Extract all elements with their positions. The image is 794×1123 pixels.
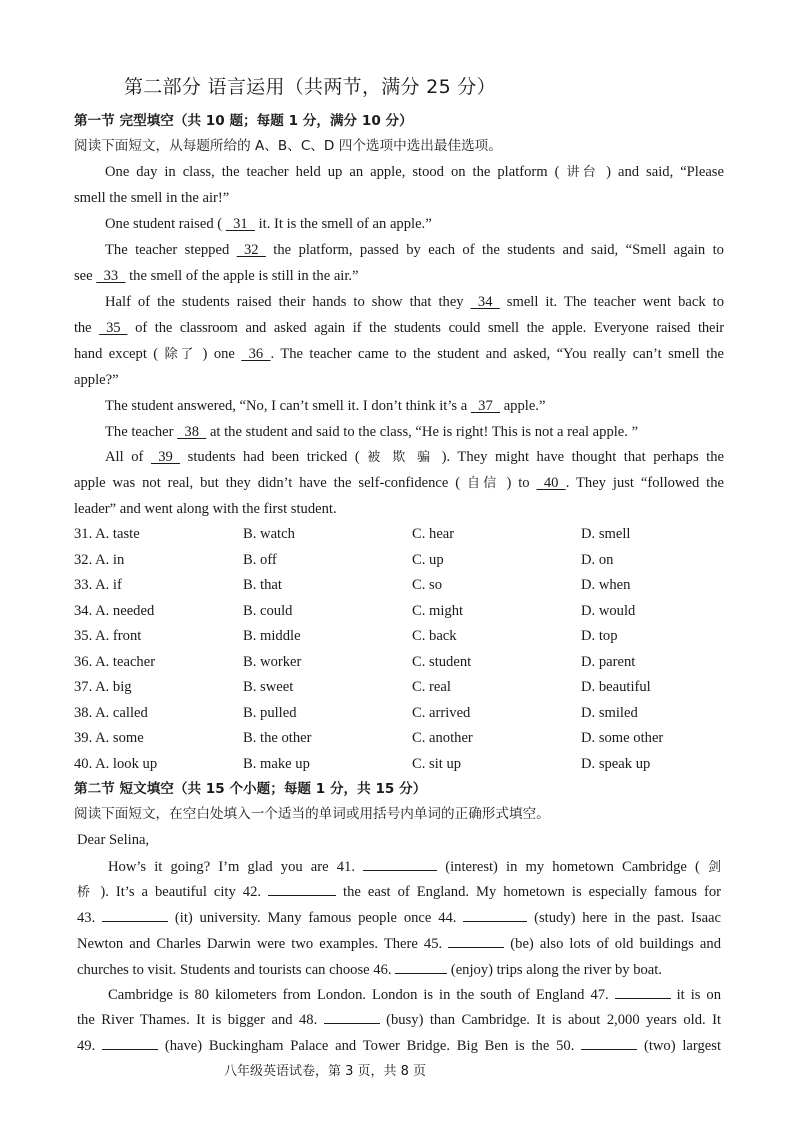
passage-line xyxy=(74,319,724,337)
text: it. It is the smell of an apple.” xyxy=(254,216,432,232)
option-row-35 xyxy=(74,628,724,648)
passage-line xyxy=(74,267,359,285)
text: Half of the students raised their hands to show that they xyxy=(105,294,471,310)
blank-34: 34 xyxy=(470,294,500,310)
option-d: D. top xyxy=(581,628,618,644)
option-text: A. big xyxy=(95,679,132,695)
question-number: 34. xyxy=(74,602,93,619)
gloss: 被 欺 骗 xyxy=(367,450,435,465)
option-b: B. make up xyxy=(243,755,310,772)
blank-37: 37 xyxy=(470,398,501,414)
blank-41 xyxy=(363,857,437,871)
text: it is on xyxy=(670,987,721,1003)
option-text: A. teacher xyxy=(95,653,156,670)
blank-47 xyxy=(615,985,671,999)
option-b: B. the other xyxy=(243,730,312,746)
section1-heading: 第一节 完型填空（共 10 题；每题 1 分，满分 10 分） xyxy=(74,113,413,129)
option-row-40 xyxy=(74,756,724,776)
passage-line xyxy=(105,293,724,311)
passage-line xyxy=(105,163,724,182)
passage-line xyxy=(74,474,724,493)
text: One day in class, the teacher held up an apple, stood on the platform ( xyxy=(105,164,567,180)
text: of the classroom and asked again if the students could smell the apple. Everyone raised their xyxy=(127,320,724,336)
blank-32: 32 xyxy=(236,242,266,258)
blank-40: 40 xyxy=(536,475,566,491)
option-d: D. when xyxy=(581,577,631,593)
text: see xyxy=(74,268,97,284)
option-d: D. speak up xyxy=(581,755,651,772)
option-b: B. pulled xyxy=(243,704,297,721)
text: (have) Buckingham Palace and Tower Bridge. Big Ben is the 50. xyxy=(158,1038,582,1054)
passage-line xyxy=(105,448,724,467)
gloss: 自信 xyxy=(467,476,500,491)
passage-line xyxy=(77,934,721,953)
option-text: A. if xyxy=(95,577,122,593)
option-a xyxy=(74,628,141,645)
passage-line xyxy=(74,345,724,364)
letter-greeting: Dear Selina, xyxy=(77,832,150,848)
option-c: C. might xyxy=(412,602,464,619)
option-b: B. sweet xyxy=(243,679,294,695)
gloss: 讲台 xyxy=(566,165,600,180)
option-text: A. some xyxy=(95,730,144,746)
section2-instruction: 阅读下面短文，在空白处填入一个适当的单词或用括号内单词的正确形式填空。 xyxy=(74,806,550,822)
option-c: C. real xyxy=(412,679,451,695)
question-number: 33. xyxy=(74,577,93,593)
text: . The teacher came to the student and asked, “You really can’t smell the xyxy=(270,346,724,362)
option-b: B. that xyxy=(243,577,282,593)
question-number: 35. xyxy=(74,628,93,644)
question-number: 36. xyxy=(74,653,93,670)
text: One student raised ( xyxy=(105,216,226,232)
passage-line: smell the smell in the air!” xyxy=(74,190,230,206)
text: 43. xyxy=(77,910,103,926)
text: the platform, passed by each of the students and said, “Smell again to xyxy=(265,242,724,258)
question-number: 32. xyxy=(74,551,93,568)
passage-line xyxy=(108,985,721,1004)
option-c: C. sit up xyxy=(412,755,462,772)
text: (enjoy) trips along the river by boat. xyxy=(447,962,662,978)
passage-line xyxy=(77,1010,721,1029)
passage-line: leader” and went along with the first student. xyxy=(74,501,337,517)
option-row-36 xyxy=(74,654,724,674)
option-a xyxy=(74,756,157,773)
option-row-39 xyxy=(74,730,724,750)
gloss: 剑 xyxy=(708,860,722,875)
blank-43 xyxy=(102,908,168,922)
blank-45 xyxy=(448,934,504,948)
blank-33: 33 xyxy=(96,268,126,284)
text: the east of England. My hometown is especially famous for xyxy=(336,884,721,900)
gloss: 桥 xyxy=(77,885,94,900)
text: (study) here in the past. Isaac xyxy=(527,910,721,926)
text: apple was not real, but they didn’t have the self-confidence ( xyxy=(74,475,468,491)
passage-line xyxy=(105,397,545,415)
option-a xyxy=(74,705,148,722)
question-number: 37. xyxy=(74,679,93,695)
passage-line xyxy=(77,882,721,902)
option-a xyxy=(74,577,122,594)
option-d: D. on xyxy=(581,551,614,568)
option-d: D. smell xyxy=(581,526,631,542)
text: ) one xyxy=(196,346,242,362)
question-number: 40. xyxy=(74,755,93,772)
text: the River Thames. It is bigger and 48. xyxy=(77,1012,324,1028)
text: All of xyxy=(105,449,151,465)
question-number: 39. xyxy=(74,730,93,746)
option-c: C. back xyxy=(412,628,457,644)
blank-50 xyxy=(581,1036,637,1050)
option-c: C. up xyxy=(412,551,444,568)
option-a xyxy=(74,654,155,671)
option-c: C. so xyxy=(412,577,443,593)
option-d: D. smiled xyxy=(581,704,638,721)
option-c: C. student xyxy=(412,653,472,670)
option-b: B. watch xyxy=(243,526,295,542)
text: (busy) than Cambridge. It is about 2,000 years old. It xyxy=(379,1012,722,1028)
option-row-34 xyxy=(74,603,724,623)
section2-heading: 第二节 短文填空（共 15 个小题；每题 1 分，共 15 分） xyxy=(74,781,427,797)
text: (be) also lots of old buildings and xyxy=(504,936,721,952)
option-a xyxy=(74,730,144,747)
passage-line xyxy=(105,423,638,441)
text: (interest) in my hometown Cambridge ( xyxy=(437,859,708,875)
option-b: B. worker xyxy=(243,653,302,670)
passage-line xyxy=(105,215,432,233)
passage-line xyxy=(105,241,724,259)
option-d: D. beautiful xyxy=(581,679,651,695)
text: Cambridge is 80 kilometers from London. London is in the south of England 47. xyxy=(108,987,615,1003)
text: the xyxy=(74,320,100,336)
option-row-31 xyxy=(74,526,724,546)
blank-39: 39 xyxy=(150,449,181,465)
passage-line: apple?” xyxy=(74,372,119,388)
option-d: D. some other xyxy=(581,730,664,746)
text: hand except ( xyxy=(74,346,165,362)
text: the smell of the apple is still in the air.” xyxy=(125,268,359,284)
option-d: D. would xyxy=(581,602,636,619)
text: . They just “followed the xyxy=(565,475,724,491)
option-c: C. another xyxy=(412,730,473,746)
option-d: D. parent xyxy=(581,653,636,670)
option-text: A. taste xyxy=(95,526,140,542)
text: 49. xyxy=(77,1038,103,1054)
part-title: 第二部分 语言运用（共两节，满分 25 分） xyxy=(124,76,496,98)
option-text: A. front xyxy=(95,628,142,644)
question-number: 31. xyxy=(74,526,93,542)
text: ). They might have thought that perhaps the xyxy=(434,449,725,465)
text: at the student and said to the class, “He is right! This is not a real apple. ” xyxy=(206,424,639,440)
text: The teacher xyxy=(105,424,178,440)
text: students had been tricked ( xyxy=(180,449,368,465)
option-a xyxy=(74,603,154,620)
text: Newton and Charles Darwin were two examples. There 45. xyxy=(77,936,449,952)
text: smell it. The teacher went back to xyxy=(499,294,724,310)
blank-44 xyxy=(463,908,527,922)
option-c: C. arrived xyxy=(412,704,471,721)
text: (two) largest xyxy=(637,1038,722,1054)
passage-line xyxy=(77,960,662,979)
text: The teacher stepped xyxy=(105,242,237,258)
blank-42 xyxy=(268,882,336,896)
blank-49 xyxy=(102,1036,158,1050)
option-row-37 xyxy=(74,679,724,699)
option-a xyxy=(74,679,132,696)
passage-line xyxy=(77,908,721,927)
option-a xyxy=(74,552,124,569)
option-c: C. hear xyxy=(412,526,455,542)
question-number: 38. xyxy=(74,704,93,721)
blank-35: 35 xyxy=(99,320,128,336)
text: churches to visit. Students and tourists can choose 46. xyxy=(77,962,396,978)
blank-46 xyxy=(395,960,447,974)
text: The student answered, “No, I can’t smell it. I don’t think it’s a xyxy=(105,398,471,414)
option-a xyxy=(74,526,140,543)
section1-instruction: 阅读下面短文，从每题所给的 A、B、C、D 四个选项中选出最佳选项。 xyxy=(74,138,502,154)
blank-48 xyxy=(324,1010,380,1024)
option-text: A. called xyxy=(95,704,148,721)
option-b: B. could xyxy=(243,602,293,619)
option-b: B. off xyxy=(243,551,277,568)
option-text: A. look up xyxy=(95,755,158,772)
blank-36: 36 xyxy=(241,346,271,362)
page-footer: 八年级英语试卷，第 3 页，共 8 页 xyxy=(223,1064,427,1079)
blank-38: 38 xyxy=(177,424,207,440)
text: apple.” xyxy=(500,398,546,414)
option-row-38 xyxy=(74,705,724,725)
passage-line xyxy=(108,857,721,877)
text: (it) university. Many famous people once 44. xyxy=(168,910,464,926)
gloss: 除了 xyxy=(164,347,197,362)
text: ) to xyxy=(499,475,537,491)
option-row-32 xyxy=(74,552,724,572)
text: How’s it going? I’m glad you are 41. xyxy=(108,859,364,875)
text: ). It’s a beautiful city 42. xyxy=(93,884,269,900)
blank-31: 31 xyxy=(225,216,255,232)
option-text: A. in xyxy=(95,551,125,568)
passage-line xyxy=(77,1036,721,1055)
text: ) and said, “Please xyxy=(599,164,724,180)
option-b: B. middle xyxy=(243,628,301,644)
option-row-33 xyxy=(74,577,724,597)
option-text: A. needed xyxy=(95,602,155,619)
